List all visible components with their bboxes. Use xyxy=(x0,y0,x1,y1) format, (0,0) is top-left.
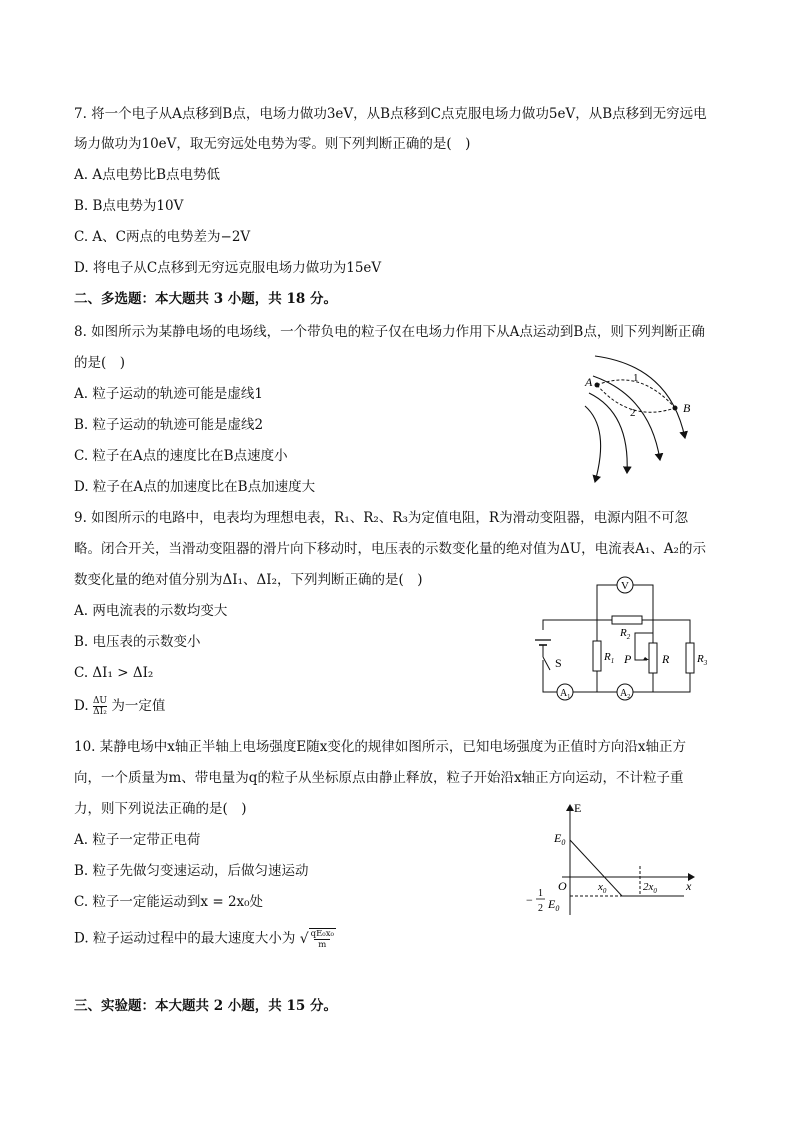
q7-option-c: C. A、C两点的电势差为−2V xyxy=(74,229,251,245)
q9-d-prefix: D. xyxy=(74,698,89,714)
q7-option-d: D. 将电子从C点移到无穷远克服电场力做功为15eV xyxy=(74,260,382,276)
sqrt-sign: √ xyxy=(299,931,309,947)
q9-line2: 略。闭合开关，当滑动变阻器的滑片向下移动时，电压表的示数变化量的绝对值为ΔU，电流表A₁、A₂的示 xyxy=(74,541,706,557)
section-multiple-choice: 二、多选题：本大题共 3 小题，共 18 分。 xyxy=(74,291,337,307)
half-denominator: 2 xyxy=(538,903,543,914)
voltmeter-label: V xyxy=(621,580,629,592)
q10-line1: 10. 某静电场中x轴正半轴上电场强度E随x变化的规律如图所示，已知电场强度为正值时方向沿x轴正方 xyxy=(74,739,686,755)
q10-line3: 力，则下列说法正确的是( ) xyxy=(74,801,247,817)
q7-option-b: B. B点电势为10V xyxy=(74,198,184,214)
sqrt-denominator: m xyxy=(314,939,330,950)
r3-label: $R_3$ xyxy=(697,653,708,667)
r1-label: $R_1$ xyxy=(604,651,615,665)
q10-option-a: A. 粒子一定带正电荷 xyxy=(74,832,201,848)
fraction-numerator: ΔU xyxy=(92,696,108,706)
origin-label: O xyxy=(558,879,567,893)
rheostat-label: R xyxy=(662,652,670,666)
q9-line1: 9. 如图所示的电路中，电表均为理想电表，R₁、R₂、R₃为定值电阻，R为滑动变阻器，电源内阻不可忽 xyxy=(74,510,689,526)
field-lines-figure xyxy=(575,348,705,486)
q8-option-d: D. 粒子在A点的加速度比在B点加速度大 xyxy=(74,479,316,495)
e0-label: $E_0$ xyxy=(554,831,566,847)
q8-line2: 的是( ) xyxy=(74,355,126,371)
q9-option-d xyxy=(74,696,165,717)
q7-line2: 场力做功为10eV，取无穷远处电势为零。则下列判断正确的是( ) xyxy=(74,136,471,152)
section-experiment: 三、实验题：本大题共 2 小题，共 15 分。 xyxy=(74,998,337,1014)
axis-e-label: E xyxy=(574,801,582,815)
path-1-label: 1 xyxy=(633,372,639,384)
point-b-label: B xyxy=(683,401,691,415)
sqrt-numerator: qE₀x₀ xyxy=(310,929,334,939)
q9-option-a: A. 两电流表的示数均变大 xyxy=(74,603,228,619)
slider-p-label: P xyxy=(624,652,632,666)
fraction-denominator: ΔI₂ xyxy=(93,707,107,717)
path-2-label: 2 xyxy=(630,407,636,419)
q9-option-c: C. ΔI₁ > ΔI₂ xyxy=(74,665,154,681)
half-numerator: 1 xyxy=(538,888,543,899)
q9-option-b: B. 电压表的示数变小 xyxy=(74,634,201,650)
e-x-graph xyxy=(522,800,702,920)
sqrt-fraction xyxy=(309,928,336,950)
ammeter-a1-label: $A_1$ xyxy=(560,688,571,700)
q10-d-prefix: D. 粒子运动过程中的最大速度大小为 xyxy=(74,930,296,947)
q8-option-a: A. 粒子运动的轨迹可能是虚线1 xyxy=(74,386,263,402)
q8-option-c: C. 粒子在A点的速度比在B点速度小 xyxy=(74,448,288,464)
q8-line1: 8. 如图所示为某静电场的电场线，一个带负电的粒子仅在电场力作用下从A点运动到B点，则下列判断正确 xyxy=(74,324,705,340)
q7-line1: 7. 将一个电子从A点移到B点，电场力做功3eV，从B点移到C点克服电场力做功5eV，从B点移到无穷远电 xyxy=(74,106,707,122)
r2-label: $R_2$ xyxy=(620,627,631,641)
point-a-label: A xyxy=(585,375,593,389)
fraction xyxy=(93,696,107,717)
neg-e0-label: $E_0$ xyxy=(548,897,560,913)
two-x0-label: $2x_0$ xyxy=(643,881,657,895)
q9-d-suffix: 为一定值 xyxy=(111,698,166,714)
x0-label: $x_0$ xyxy=(598,881,607,895)
ammeter-a2-label: $A_2$ xyxy=(620,688,631,700)
q10-option-d xyxy=(74,928,336,950)
axis-x-label: x xyxy=(686,879,692,893)
q10-option-b: B. 粒子先做匀变速运动，后做匀速运动 xyxy=(74,863,309,879)
q10-line2: 向，一个质量为m、带电量为q的粒子从坐标原点由静止释放，粒子开始沿x轴正方向运动，不计粒子重 xyxy=(74,770,684,786)
negative-sign: − xyxy=(526,893,533,907)
q9-line3: 数变化量的绝对值分别为ΔI₁、ΔI₂，下列判断正确的是( ) xyxy=(74,572,423,588)
circuit-figure xyxy=(515,575,715,705)
q8-option-b: B. 粒子运动的轨迹可能是虚线2 xyxy=(74,417,264,433)
switch-label: S xyxy=(555,656,562,670)
q10-option-c: C. 粒子一定能运动到x = 2x₀处 xyxy=(74,894,264,910)
q7-option-a: A. A点电势比B点电势低 xyxy=(74,167,221,183)
